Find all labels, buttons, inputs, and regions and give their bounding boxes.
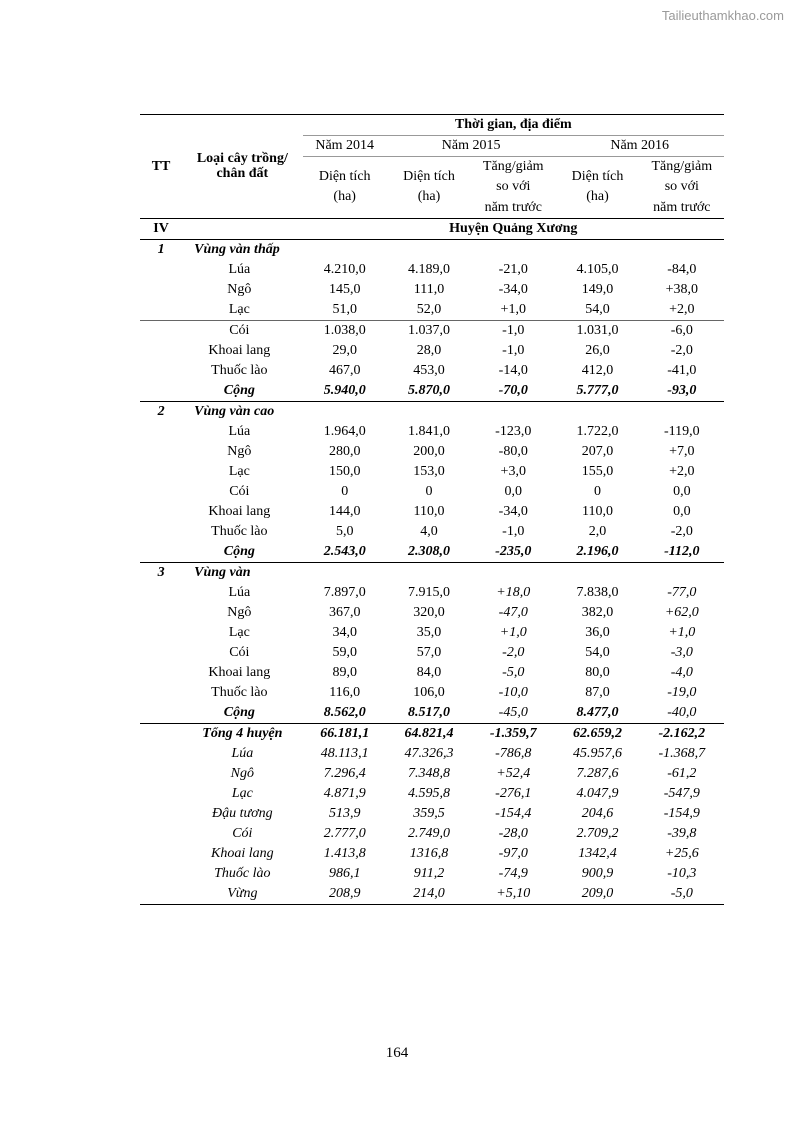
cell-change-2016: -93,0 [640, 381, 724, 402]
cell-crop-name: Tổng 4 huyện [182, 723, 302, 744]
cell-area-2015: 52,0 [416, 302, 442, 318]
cell-tt [140, 341, 182, 361]
cell-area-2016: 2.196,0 [555, 542, 639, 563]
group-total-row [140, 703, 724, 724]
cell-area-2016: 5.777,0 [555, 381, 639, 402]
empty-cell [471, 562, 555, 583]
section-title: Huyện Quảng Xương [303, 218, 724, 239]
header-area-2016: Diện tích (ha) [555, 157, 639, 219]
cell-change-2015: -10,0 [498, 685, 528, 701]
cell-change-2015: +3,0 [500, 464, 526, 480]
cell-area-2014: 208,9 [303, 884, 387, 905]
watermark-text: Tailieuthamkhao.com [661, 8, 784, 23]
cell-crop-name: Lạc [231, 786, 253, 802]
summary-row [140, 884, 724, 905]
cell-area-2014: 116,0 [329, 685, 361, 701]
table-row [140, 643, 724, 663]
cell-area-2016: 110,0 [582, 504, 614, 520]
cell-tt [140, 703, 182, 724]
cell-change-2016: -61,2 [667, 766, 697, 782]
cell-change-2016: 0,0 [673, 504, 691, 520]
empty-cell [387, 401, 471, 422]
cell-area-2015: 911,2 [413, 866, 445, 882]
cell-crop-name: Lạc [228, 302, 250, 318]
cell-change-2016: +2,0 [669, 302, 695, 318]
header-crop-type [182, 115, 302, 219]
cell-area-2015: 64.821,4 [387, 723, 471, 744]
table-row [140, 663, 724, 683]
cell-change-2016: -154,9 [663, 806, 700, 822]
cell-crop-name: Cói [229, 484, 250, 500]
cell-change-2016: -39,8 [667, 826, 697, 842]
cell-area-2014: 51,0 [332, 302, 357, 318]
cell-area-2014: 1.413,8 [323, 846, 366, 862]
header-year-2014: Năm 2014 [303, 136, 387, 157]
cell-area-2016: 204,6 [581, 806, 614, 822]
cell-area-2016: 382,0 [581, 605, 614, 621]
summary-row [140, 824, 724, 844]
cell-change-2016: -112,0 [640, 542, 724, 563]
cell-area-2016: 62.659,2 [555, 723, 639, 744]
cell-crop-name: Lúa [228, 262, 251, 278]
cell-change-2015: -74,9 [498, 866, 528, 882]
cell-area-2016: 209,0 [555, 884, 639, 905]
cell-crop-name: Ngô [227, 282, 252, 298]
cell-crop-name: Thuốc lào [211, 685, 268, 701]
cell-change-2015: -80,0 [498, 444, 528, 460]
cell-change-2016: -77,0 [667, 585, 697, 601]
cell-tt [140, 361, 182, 381]
summary-row [140, 844, 724, 864]
cell-change-2015: +1,0 [500, 302, 526, 318]
header-change-2015: Tăng/giảm so với năm trước [471, 157, 555, 219]
cell-change-2016: -84,0 [667, 262, 697, 278]
table-row [140, 603, 724, 623]
cell-crop-name: Cộng [182, 542, 302, 563]
header-area-2015: Diện tích (ha) [387, 157, 471, 219]
cell-change-2015: +52,4 [496, 766, 531, 782]
cell-crop-name: Vừng [182, 884, 302, 905]
cell-area-2014: 1.964,0 [323, 424, 366, 440]
cell-tt [140, 320, 182, 341]
cell-tt [140, 422, 182, 442]
cell-area-2014: 367,0 [328, 605, 361, 621]
cell-crop-name: Cói [182, 320, 302, 341]
cell-area-2014: 2.777,0 [323, 826, 366, 842]
cell-area-2015: 7.348,8 [407, 766, 450, 782]
cell-area-2016: 26,0 [585, 343, 610, 359]
table-row [140, 522, 724, 542]
cell-change-2016: -40,0 [640, 703, 724, 724]
cell-area-2015: 214,0 [387, 884, 471, 905]
cell-change-2015: -97,0 [498, 846, 528, 862]
cell-crop-name: Cói [232, 826, 253, 842]
table-body [140, 218, 724, 904]
cell-crop-name: Cộng [182, 703, 302, 724]
cell-area-2014: 34,0 [332, 625, 357, 641]
cell-area-2014: 513,9 [328, 806, 361, 822]
cell-area-2015: 28,0 [416, 343, 442, 359]
cell-crop-name: Cói [229, 645, 250, 661]
empty-cell [303, 562, 387, 583]
table-row [140, 462, 724, 482]
cell-area-2016: 1.722,0 [576, 424, 619, 440]
cell-area-2014: 7.897,0 [323, 585, 366, 601]
cell-change-2016: +7,0 [669, 444, 695, 460]
cell-tt [140, 884, 182, 905]
cell-tt [140, 542, 182, 563]
cell-area-2014: 4.210,0 [323, 262, 366, 278]
cell-area-2015: 5.870,0 [387, 381, 471, 402]
group-total-row [140, 381, 724, 402]
empty-cell [471, 401, 555, 422]
cell-crop-name: Khoai lang [208, 343, 271, 359]
cell-area-2015: 35,0 [416, 625, 442, 641]
cell-area-2016: 2,0 [588, 524, 607, 540]
cell-change-2016: +1,0 [668, 625, 696, 641]
cell-area-2015: 0 [425, 484, 433, 500]
cell-area-2014: 5,0 [335, 524, 354, 540]
table-row [140, 361, 724, 381]
cell-tt [140, 482, 182, 502]
cell-area-2015: 153,0 [413, 464, 445, 480]
cell-change-2015: -28,0 [498, 826, 528, 842]
page-number: 164 [385, 1045, 409, 1061]
cell-change-2015: -276,1 [495, 786, 532, 802]
cell-crop-name: Lúa [231, 746, 254, 762]
group-header-row [140, 562, 724, 583]
cell-change-2015: -1,0 [502, 343, 525, 359]
cell-area-2015: 4.189,0 [407, 262, 450, 278]
cell-change-2016: +25,6 [664, 846, 699, 862]
cell-tt [140, 643, 182, 663]
group-tt: 2 [157, 404, 165, 420]
cell-area-2016: 0 [594, 484, 602, 500]
cell-tt [140, 723, 182, 744]
cell-area-2015: 1.841,0 [407, 424, 450, 440]
cell-crop-name: Ngô [227, 444, 252, 460]
cell-area-2014: 5.940,0 [303, 381, 387, 402]
empty-cell [303, 401, 387, 422]
empty-cell [640, 239, 724, 260]
cell-change-2015: -786,8 [495, 746, 532, 762]
cell-change-2015: -1,0 [471, 320, 555, 341]
table-row [140, 683, 724, 703]
cell-area-2015: 84,0 [416, 665, 442, 681]
cell-area-2016: 4.105,0 [576, 262, 619, 278]
cell-area-2016: 45.957,6 [573, 746, 623, 762]
cell-area-2016: 900,9 [581, 866, 614, 882]
section-row [140, 218, 724, 239]
cell-area-2014: 144,0 [328, 504, 361, 520]
cell-change-2016: +2,0 [669, 464, 695, 480]
cell-area-2014: 8.562,0 [303, 703, 387, 724]
table-row [140, 320, 724, 341]
cell-change-2015: -2,0 [502, 645, 525, 661]
cell-change-2016: -19,0 [667, 685, 697, 701]
cell-area-2015: 1316,8 [409, 846, 449, 862]
cell-change-2015: -45,0 [471, 703, 555, 724]
empty-cell [303, 239, 387, 260]
cell-area-2014: 280,0 [328, 444, 361, 460]
empty-cell [471, 239, 555, 260]
group-total-row [140, 542, 724, 563]
cell-area-2014: 467,0 [328, 363, 361, 379]
cell-area-2016: 207,0 [581, 444, 614, 460]
cell-tt [140, 683, 182, 703]
table-row [140, 623, 724, 643]
cell-change-2016: -547,9 [663, 786, 700, 802]
empty-cell [555, 239, 639, 260]
summary-total-row [140, 723, 724, 744]
cell-area-2015: 110,0 [413, 504, 445, 520]
cell-crop-name: Thuốc lào [211, 363, 268, 379]
cell-crop-name: Khoai lang [208, 665, 271, 681]
cell-area-2016: 1342,4 [578, 846, 617, 862]
cell-change-2016: -4,0 [670, 665, 693, 681]
cell-area-2015: 359,5 [413, 806, 445, 822]
cell-crop-name: Đậu tương [212, 806, 273, 822]
cell-area-2015: 4.595,8 [407, 786, 450, 802]
cell-area-2015: 57,0 [416, 645, 442, 661]
cell-tt [140, 804, 182, 824]
header-year-2016: Năm 2016 [555, 136, 724, 157]
cell-tt [140, 381, 182, 402]
cell-change-2016: -6,0 [640, 320, 724, 341]
cell-change-2016: -2,0 [670, 343, 693, 359]
cell-change-2016: -5,0 [640, 884, 724, 905]
cell-area-2014: 7.296,4 [323, 766, 366, 782]
cell-change-2016: +62,0 [664, 605, 699, 621]
group-header-row [140, 401, 724, 422]
cell-area-2016: 149,0 [581, 282, 614, 298]
summary-row [140, 864, 724, 884]
cell-tt [140, 623, 182, 643]
empty-cell [387, 239, 471, 260]
table-row [140, 300, 724, 321]
table-row [140, 583, 724, 603]
summary-row [140, 764, 724, 784]
cell-area-2015: 111,0 [413, 282, 445, 298]
header-change-2016: Tăng/giảm so với năm trước [640, 157, 724, 219]
cell-area-2016: 36,0 [585, 625, 610, 641]
cell-change-2016: -1.368,7 [658, 746, 706, 762]
cell-change-2015: -123,0 [495, 424, 532, 440]
cell-tt [140, 583, 182, 603]
cell-area-2014: 145,0 [328, 282, 361, 298]
header-crop-type-line2: chân đất [216, 166, 269, 182]
summary-row [140, 784, 724, 804]
table-row [140, 341, 724, 361]
cell-change-2015: -47,0 [498, 605, 528, 621]
cell-area-2015: 47.326,3 [404, 746, 454, 762]
cell-area-2016: 1.031,0 [555, 320, 639, 341]
cell-tt [140, 764, 182, 784]
cell-change-2016: -119,0 [664, 424, 700, 440]
cell-crop-name: Ngô [230, 766, 255, 782]
cell-area-2016: 80,0 [585, 665, 610, 681]
cell-area-2015: 453,0 [413, 363, 445, 379]
cell-tt [140, 844, 182, 864]
cell-area-2014: 1.038,0 [303, 320, 387, 341]
group-name: Vùng vàn thấp [194, 242, 280, 258]
group-tt: 3 [157, 565, 165, 581]
cell-tt [140, 462, 182, 482]
cell-crop-name: Lạc [228, 464, 250, 480]
cell-area-2016: 8.477,0 [555, 703, 639, 724]
cell-area-2014: 66.181,1 [303, 723, 387, 744]
cell-crop-name: Lạc [228, 625, 250, 641]
cell-area-2016: 412,0 [581, 363, 614, 379]
cell-change-2015: -21,0 [498, 262, 528, 278]
table-row [140, 502, 724, 522]
cell-area-2015: 7.915,0 [407, 585, 450, 601]
cell-area-2015: 2.308,0 [387, 542, 471, 563]
section-tt: IV [140, 218, 182, 239]
cell-area-2014: 89,0 [332, 665, 357, 681]
cell-area-2015: 200,0 [413, 444, 445, 460]
cell-tt [140, 784, 182, 804]
header-area-2014: Diện tích (ha) [303, 157, 387, 219]
table-row [140, 482, 724, 502]
crop-area-table [140, 114, 724, 905]
table-row [140, 260, 724, 280]
cell-change-2015: -14,0 [498, 363, 528, 379]
cell-change-2016: -41,0 [667, 363, 697, 379]
cell-change-2015: 0,0 [504, 484, 522, 500]
cell-area-2015: 4,0 [420, 524, 438, 540]
cell-area-2016: 87,0 [585, 685, 610, 701]
cell-area-2016: 155,0 [581, 464, 614, 480]
cell-area-2014: 4.871,9 [323, 786, 366, 802]
summary-row [140, 744, 724, 764]
cell-area-2014: 150,0 [328, 464, 361, 480]
cell-change-2016: +38,0 [665, 282, 699, 298]
cell-area-2016: 54,0 [585, 302, 610, 318]
cell-tt [140, 864, 182, 884]
cell-change-2016: -2,0 [670, 524, 693, 540]
cell-area-2014: 986,1 [328, 866, 361, 882]
header-crop-type-line1: Loại cây trồng/ [196, 151, 288, 167]
group-name: Vùng vàn [194, 565, 251, 581]
cell-area-2014: 59,0 [332, 645, 357, 661]
cell-crop-name: Cộng [182, 381, 302, 402]
cell-area-2015: 320,0 [413, 605, 445, 621]
group-header-row [140, 239, 724, 260]
table-header [140, 115, 724, 219]
cell-change-2016: -3,0 [670, 645, 693, 661]
empty-cell [640, 401, 724, 422]
cell-change-2015: +18,0 [496, 585, 531, 601]
cell-area-2015: 106,0 [413, 685, 445, 701]
group-tt: 1 [157, 242, 165, 258]
empty-cell [555, 562, 639, 583]
cell-area-2015: 8.517,0 [387, 703, 471, 724]
header-time-place: Thời gian, địa điểm [303, 115, 724, 136]
cell-change-2015: +1,0 [499, 625, 527, 641]
cell-change-2015: -1,0 [502, 524, 525, 540]
cell-area-2014: 29,0 [332, 343, 357, 359]
cell-tt [140, 280, 182, 300]
cell-tt [140, 502, 182, 522]
cell-area-2016: 7.287,6 [576, 766, 619, 782]
cell-area-2016: 54,0 [585, 645, 610, 661]
cell-tt [140, 824, 182, 844]
cell-tt [140, 603, 182, 623]
empty-cell [555, 401, 639, 422]
cell-tt [140, 260, 182, 280]
cell-area-2014: 2.543,0 [303, 542, 387, 563]
cell-tt [140, 744, 182, 764]
cell-change-2015: -70,0 [471, 381, 555, 402]
cell-crop-name: Lúa [228, 585, 251, 601]
cell-change-2016: -10,3 [667, 866, 697, 882]
cell-crop-name: Lúa [228, 424, 251, 440]
group-name: Vùng vàn cao [194, 404, 275, 420]
table-row [140, 280, 724, 300]
header-year-2015: Năm 2015 [387, 136, 556, 157]
cell-area-2016: 4.047,9 [576, 786, 619, 802]
summary-row [140, 804, 724, 824]
cell-change-2015: -34,0 [498, 282, 528, 298]
cell-change-2016: -2.162,2 [640, 723, 724, 744]
cell-tt [140, 442, 182, 462]
cell-crop-name: Khoai lang [208, 504, 271, 520]
table-row [140, 442, 724, 462]
cell-change-2015: +5,10 [471, 884, 555, 905]
cell-area-2015: 1.037,0 [387, 320, 471, 341]
cell-area-2015: 2.749,0 [407, 826, 450, 842]
cell-change-2015: -5,0 [502, 665, 525, 681]
cell-change-2016: 0,0 [673, 484, 691, 500]
cell-crop-name: Khoai lang [211, 846, 274, 862]
cell-change-2015: -34,0 [498, 504, 528, 520]
empty-cell [387, 562, 471, 583]
cell-area-2014: 0 [341, 484, 349, 500]
cell-tt [140, 522, 182, 542]
cell-area-2016: 7.838,0 [576, 585, 619, 601]
header-tt: TT [140, 115, 182, 219]
cell-area-2014: 48.113,1 [320, 746, 369, 762]
cell-change-2015: -154,4 [495, 806, 532, 822]
cell-change-2015: -235,0 [471, 542, 555, 563]
cell-crop-name: Ngô [227, 605, 252, 621]
cell-area-2016: 2.709,2 [576, 826, 619, 842]
cell-tt [140, 663, 182, 683]
empty-cell [640, 562, 724, 583]
cell-crop-name: Thuốc lào [211, 524, 268, 540]
table-row [140, 422, 724, 442]
cell-change-2015: -1.359,7 [471, 723, 555, 744]
cell-crop-name: Thuốc lào [214, 866, 271, 882]
cell-tt [140, 300, 182, 321]
